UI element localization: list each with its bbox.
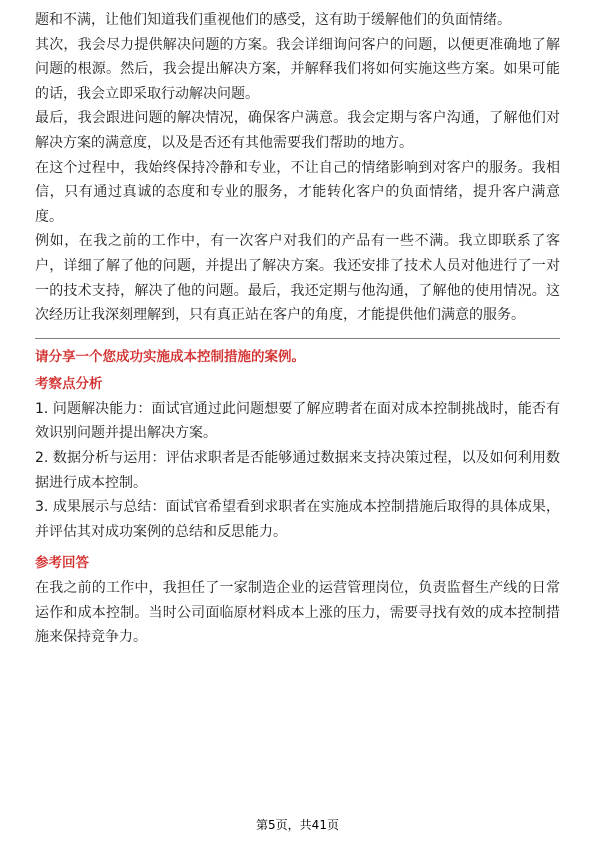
section-divider [35,338,560,339]
analysis-heading: 考察点分析 [35,375,103,392]
question-title: 请分享一个您成功实施成本控制措施的案例。 [35,348,305,365]
analysis-item: 1. 问题解决能力：面试官通过此问题想要了解应聘者在面对成本控制挑战时，能否有效识别问题并提出解决方案。 [35,400,560,442]
paragraph-example: 例如，在我之前的工作中，有一次客户对我们的产品有一些不满。我立即联系了客户，详细了解了他的问题，并提出了解决方案。我还安排了技术人员对他进行了一对一的技术支持，解决了他的问题。最后，我还定期与他沟通，了解他的使用情况。这次经历让我深刻理解到，只有真正站在客户的角度，才能提供他们满意的服务。 [35,233,560,324]
analysis-item: 2. 数据分析与运用：评估求职者是否能够通过数据来支持决策过程，以及如何利用数据进行成本控制。 [35,449,560,491]
paragraph-solution: 其次，我会尽力提供解决问题的方案。我会详细询问客户的问题，以便更准确地了解问题的根源。然后，我会提出解决方案，并解释我们将如何实施这些方案。如果可能的话，我会立即采取行动解决问题。 [35,36,560,102]
paragraph-process: 在这个过程中，我始终保持冷静和专业，不让自己的情绪影响到对客户的服务。我相信，只有通过真诚的态度和专业的服务，才能转化客户的负面情绪，提升客户满意度。 [35,159,560,225]
answer-text: 在我之前的工作中，我担任了一家制造企业的运营管理岗位，负责监督生产线的日常运作和成本控制。当时公司面临原材料成本上涨的压力，需要寻找有效的成本控制措施来保持竞争力。 [35,580,560,646]
paragraph-follow-up: 最后，我会跟进问题的解决情况，确保客户满意。我会定期与客户沟通，了解他们对解决方案的满意度，以及是否还有其他需要我们帮助的地方。 [35,110,560,151]
answer-heading: 参考回答 [35,555,89,572]
page-content [35,8,560,650]
page-number: 第5页，共41页 [256,818,339,832]
paragraph-continued: 题和不满，让他们知道我们重视他们的感受，这有助于缓解他们的负面情绪。 [35,12,511,28]
analysis-item: 3. 成果展示与总结：面试官希望看到求职者在实施成本控制措施后取得的具体成果，并评估其对成功案例的总结和反思能力。 [35,499,560,540]
